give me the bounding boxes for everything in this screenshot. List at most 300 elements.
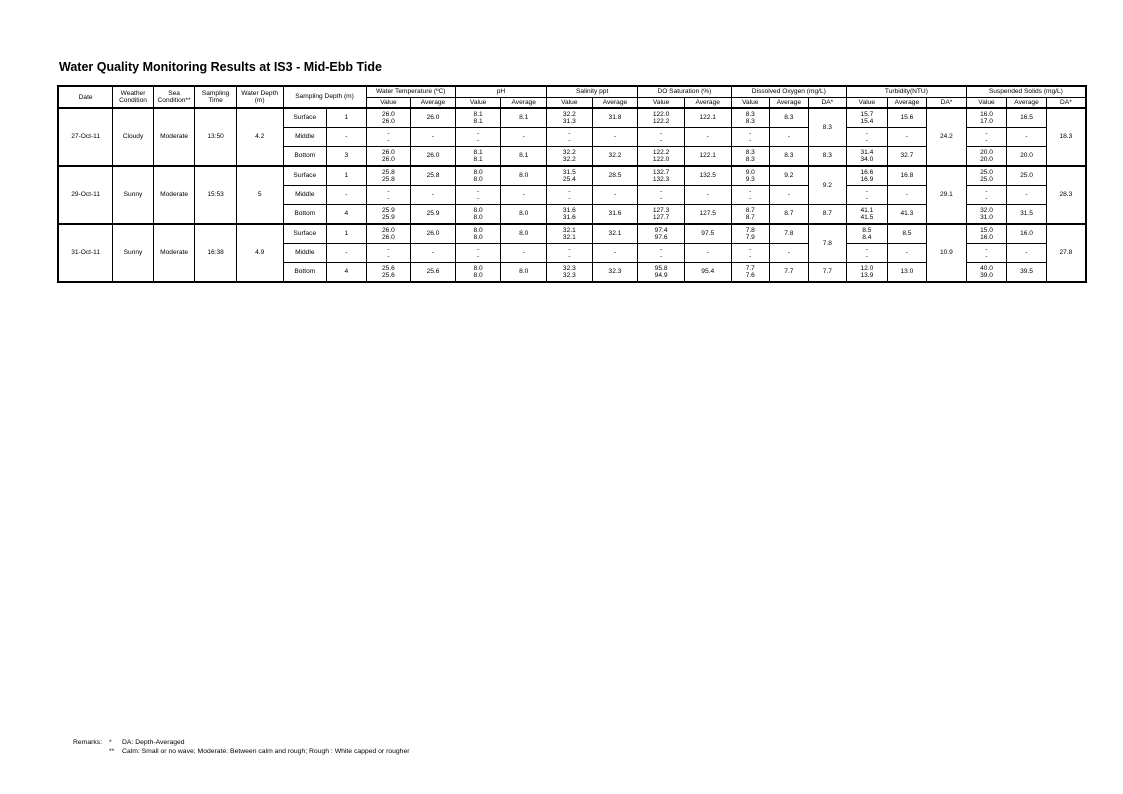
ss-value-cell-line: - xyxy=(985,245,988,253)
ss-average-cell: 31.5 xyxy=(1007,205,1047,225)
ss-da-cell: 27.8 xyxy=(1046,224,1086,282)
do-value-cell-line: 7.8 xyxy=(745,226,755,234)
turbidity-value-cell-line: 41.1 xyxy=(860,206,874,214)
ph-average-cell: 8.0 xyxy=(501,224,547,244)
turbidity-average-cell: 41.3 xyxy=(887,205,927,225)
temp-value-cell-line: 25.9 xyxy=(382,206,395,214)
do-bottom-da-cell: 7.7 xyxy=(808,263,847,283)
do-average-cell: - xyxy=(770,244,809,263)
ph-value-cell xyxy=(455,128,501,147)
do-sat-average-cell: 97.5 xyxy=(684,224,731,244)
sampling-time-cell: 15:53 xyxy=(195,166,237,224)
do-average-cell: 8.3 xyxy=(770,108,809,128)
do-value-cell xyxy=(731,147,770,167)
level-depth-cell: - xyxy=(327,128,367,147)
date-cell: 29-Oct-11 xyxy=(58,166,113,224)
do-sat-value-cell xyxy=(638,224,685,244)
temp-value-cell-line: 25.9 xyxy=(382,214,395,221)
turbidity-value-cell-line: 15.7 xyxy=(860,110,874,118)
do-sat-value-cell-line: 127.7 xyxy=(652,214,670,221)
remark-line-2 xyxy=(73,747,410,756)
temp-average-cell: 26.0 xyxy=(411,224,456,244)
level-depth-cell: - xyxy=(327,186,367,205)
ph-average-cell: - xyxy=(501,186,547,205)
ss-average-cell: - xyxy=(1007,244,1047,263)
temp-value-cell xyxy=(366,108,411,128)
salinity-value-cell-line: 31.6 xyxy=(562,206,576,214)
do-average-cell: - xyxy=(770,128,809,147)
salinity-average-cell: 31.8 xyxy=(592,108,638,128)
turbidity-value-cell-line: - xyxy=(865,253,868,260)
ph-average-cell: 8.0 xyxy=(501,205,547,225)
ph-value-cell-line: - xyxy=(477,245,480,253)
do-value-cell-line: 8.3 xyxy=(745,118,755,125)
do-value-cell-line: 7.6 xyxy=(745,272,755,279)
remark-text: DA: Depth-Averaged xyxy=(122,739,185,746)
do-sat-value-cell-line: - xyxy=(659,137,663,144)
col-weather: Weather Condition xyxy=(113,86,154,108)
do-sat-average-cell: 122.1 xyxy=(684,147,731,167)
ss-value-cell xyxy=(966,128,1007,147)
ph-average-cell: 8.0 xyxy=(501,263,547,283)
do-sat-average-cell: - xyxy=(684,244,731,263)
table-body xyxy=(58,108,1086,282)
ss-value-cell-line: 31.0 xyxy=(980,214,993,221)
do-value-cell-line: - xyxy=(749,129,752,137)
ph-value-cell xyxy=(455,166,501,186)
salinity-average-cell: 31.6 xyxy=(592,205,638,225)
temp-value-cell-line: - xyxy=(387,253,390,260)
ss-value-cell-line: 25.0 xyxy=(980,168,993,176)
salinity-value-cell-line: - xyxy=(568,253,571,260)
do-value-cell xyxy=(731,224,770,244)
ph-value-cell-line: 8.0 xyxy=(473,234,483,241)
group-do: Dissolved Oxygen (mg/L) xyxy=(731,86,847,97)
water-quality-table xyxy=(57,85,1087,283)
ss-average-cell: 16.0 xyxy=(1007,224,1047,244)
salinity-value-cell xyxy=(547,128,593,147)
ph-value-cell-line: 8.0 xyxy=(473,226,483,234)
turbidity-value-cell-line: 13.9 xyxy=(860,272,874,279)
salinity-value-cell-line: 32.3 xyxy=(562,272,576,279)
turbidity-value-cell-line: 16.9 xyxy=(860,176,874,183)
do-sat-average-cell: - xyxy=(684,186,731,205)
ss-value-cell xyxy=(966,108,1007,128)
remark-line-1 xyxy=(73,738,410,747)
turbidity-value-cell-line: 34.0 xyxy=(860,156,874,163)
temp-value-cell-line: 26.0 xyxy=(382,234,395,241)
ss-value-cell xyxy=(966,205,1007,225)
do-sat-value-cell xyxy=(638,108,685,128)
ss-average-cell: 39.5 xyxy=(1007,263,1047,283)
do-sat-value-cell xyxy=(638,244,685,263)
temp-value-cell xyxy=(366,263,411,283)
do-bottom-da-cell: 8.3 xyxy=(808,147,847,167)
salinity-value-cell-line: - xyxy=(568,195,571,202)
temp-value-cell-line: 26.0 xyxy=(382,156,395,163)
salinity-value-cell-line: - xyxy=(568,245,571,253)
turbidity-value-cell-line: - xyxy=(865,245,868,253)
salinity-value-cell-line: 32.2 xyxy=(562,156,576,163)
turbidity-value-cell-line: 41.5 xyxy=(860,214,874,221)
temp-average-cell: - xyxy=(411,186,456,205)
do-value-cell-line: 8.7 xyxy=(745,206,755,214)
level-depth-cell: - xyxy=(327,244,367,263)
ph-average-cell: - xyxy=(501,244,547,263)
turbidity-average-cell: 13.0 xyxy=(887,263,927,283)
salinity-value-cell-line: - xyxy=(568,187,571,195)
do-sat-value-cell xyxy=(638,263,685,283)
do-average-cell: 7.7 xyxy=(770,263,809,283)
table-row xyxy=(58,166,1086,186)
temp-value-cell xyxy=(366,166,411,186)
sea-condition-cell: Moderate xyxy=(153,108,195,166)
sub-average: Average xyxy=(684,97,731,108)
temp-value-cell xyxy=(366,128,411,147)
temp-value-cell-line: 25.8 xyxy=(382,168,395,176)
level-name-cell: Surface xyxy=(283,166,327,186)
salinity-value-cell-line: 32.3 xyxy=(562,264,576,272)
ph-value-cell xyxy=(455,147,501,167)
turbidity-average-cell: - xyxy=(887,244,927,263)
do-sat-average-cell: 132.5 xyxy=(684,166,731,186)
ss-value-cell xyxy=(966,186,1007,205)
salinity-value-cell-line: 25.4 xyxy=(562,176,576,183)
weather-cell: Cloudy xyxy=(113,108,154,166)
weather-cell: Sunny xyxy=(113,166,154,224)
group-do-sat: DO Saturation (%) xyxy=(638,86,731,97)
ph-value-cell xyxy=(455,108,501,128)
ph-value-cell-line: - xyxy=(477,129,480,137)
salinity-value-cell-line: 32.2 xyxy=(562,110,576,118)
temp-average-cell: - xyxy=(411,244,456,263)
turbidity-value-cell-line: - xyxy=(865,187,868,195)
ss-average-cell: - xyxy=(1007,128,1047,147)
level-name-cell: Middle xyxy=(283,244,327,263)
do-da-cell: 8.3 xyxy=(808,108,847,147)
salinity-value-cell xyxy=(547,244,593,263)
temp-value-cell-line: - xyxy=(387,137,390,144)
do-value-cell-line: 8.3 xyxy=(745,110,755,118)
ss-value-cell xyxy=(966,263,1007,283)
turbidity-da-cell: 29.1 xyxy=(927,166,967,224)
do-sat-value-cell xyxy=(638,186,685,205)
ph-average-cell: - xyxy=(501,128,547,147)
level-depth-cell: 1 xyxy=(327,108,367,128)
ss-value-cell xyxy=(966,244,1007,263)
level-depth-cell: 1 xyxy=(327,224,367,244)
col-depth: Water Depth (m) xyxy=(236,86,283,108)
sampling-time-cell: 16:38 xyxy=(195,224,237,282)
do-value-cell-line: - xyxy=(749,187,752,195)
temp-average-cell: - xyxy=(411,128,456,147)
do-sat-value-cell xyxy=(638,128,685,147)
table-row xyxy=(58,108,1086,128)
sub-average: Average xyxy=(501,97,547,108)
page-title: Water Quality Monitoring Results at IS3 - Mid-Ebb Tide xyxy=(59,60,382,74)
ss-value-cell-line: 20.0 xyxy=(980,156,993,163)
do-average-cell: 7.8 xyxy=(770,224,809,244)
turbidity-value-cell-line: - xyxy=(865,137,868,144)
do-sat-value-cell-line: 122.0 xyxy=(652,110,670,118)
do-sat-value-cell xyxy=(638,147,685,167)
temp-value-cell xyxy=(366,147,411,167)
do-value-cell-line: 7.7 xyxy=(745,264,755,272)
sub-value: Value xyxy=(547,97,593,108)
temp-value-cell-line: 25.8 xyxy=(382,176,395,183)
table-row xyxy=(58,224,1086,244)
turbidity-value-cell xyxy=(847,224,888,244)
sub-da: DA* xyxy=(808,97,847,108)
ss-value-cell-line: - xyxy=(985,253,988,260)
date-cell: 31-Oct-11 xyxy=(58,224,113,282)
do-sat-value-cell xyxy=(638,166,685,186)
ph-value-cell-line: 8.0 xyxy=(473,168,483,176)
sub-value: Value xyxy=(455,97,501,108)
do-sat-average-cell: - xyxy=(684,128,731,147)
turbidity-value-cell-line: 31.4 xyxy=(860,148,874,156)
do-sat-value-cell-line: 97.4 xyxy=(654,226,668,234)
salinity-average-cell: 28.5 xyxy=(592,166,638,186)
temp-average-cell: 25.9 xyxy=(411,205,456,225)
do-sat-value-cell-line: 132.3 xyxy=(652,176,670,183)
do-value-cell-line: - xyxy=(749,195,752,202)
do-value-cell-line: - xyxy=(749,253,752,260)
do-value-cell-line: 9.3 xyxy=(745,176,755,183)
turbidity-value-cell xyxy=(847,166,888,186)
do-sat-average-cell: 127.5 xyxy=(684,205,731,225)
do-value-cell xyxy=(731,128,770,147)
do-sat-value-cell-line: - xyxy=(659,129,663,137)
level-depth-cell: 3 xyxy=(327,147,367,167)
turbidity-value-cell-line: 12.0 xyxy=(860,264,874,272)
do-average-cell: - xyxy=(770,186,809,205)
turbidity-value-cell-line: - xyxy=(865,195,868,202)
ss-value-cell-line: 32.0 xyxy=(980,206,993,214)
temp-value-cell-line: 25.6 xyxy=(382,272,395,279)
turbidity-value-cell xyxy=(847,108,888,128)
level-name-cell: Bottom xyxy=(283,147,327,167)
water-depth-cell: 5 xyxy=(236,166,283,224)
do-average-cell: 9.2 xyxy=(770,166,809,186)
turbidity-average-cell: 16.8 xyxy=(887,166,927,186)
ph-value-cell-line: 8.0 xyxy=(473,206,483,214)
level-name-cell: Surface xyxy=(283,224,327,244)
ph-value-cell-line: 8.1 xyxy=(473,118,483,125)
ph-value-cell xyxy=(455,186,501,205)
salinity-value-cell-line: 32.1 xyxy=(562,234,576,241)
turbidity-value-cell-line: 16.6 xyxy=(860,168,874,176)
ss-value-cell-line: 15.0 xyxy=(980,226,993,234)
sub-value: Value xyxy=(847,97,888,108)
do-value-cell-line: 8.3 xyxy=(745,148,755,156)
sub-average: Average xyxy=(1007,97,1047,108)
ss-value-cell-line: - xyxy=(985,137,988,144)
do-value-cell xyxy=(731,244,770,263)
col-sea: Sea Condition** xyxy=(153,86,195,108)
do-sat-value-cell-line: 95.8 xyxy=(654,264,668,272)
sub-value: Value xyxy=(731,97,770,108)
sub-da: DA* xyxy=(927,97,967,108)
level-depth-cell: 4 xyxy=(327,263,367,283)
turbidity-value-cell xyxy=(847,205,888,225)
do-value-cell-line: 8.3 xyxy=(745,156,755,163)
do-sat-value-cell-line: 122.2 xyxy=(652,118,670,125)
ph-value-cell-line: 8.0 xyxy=(473,272,483,279)
turbidity-da-cell: 10.9 xyxy=(927,224,967,282)
remark-mark: * xyxy=(109,739,112,746)
date-cell: 27-Oct-11 xyxy=(58,108,113,166)
salinity-average-cell: - xyxy=(592,128,638,147)
temp-value-cell-line: - xyxy=(387,187,390,195)
salinity-value-cell xyxy=(547,224,593,244)
temp-value-cell-line: 25.6 xyxy=(382,264,395,272)
salinity-average-cell: 32.3 xyxy=(592,263,638,283)
do-sat-value-cell-line: - xyxy=(659,195,663,202)
weather-cell: Sunny xyxy=(113,224,154,282)
salinity-average-cell: 32.1 xyxy=(592,224,638,244)
group-ph: pH xyxy=(455,86,546,97)
group-ss: Suspended Solids (mg/L) xyxy=(966,86,1086,97)
group-temp: Water Temperature (ºC) xyxy=(366,86,455,97)
turbidity-average-cell: 15.6 xyxy=(887,108,927,128)
temp-value-cell-line: 26.0 xyxy=(382,110,395,118)
ph-value-cell xyxy=(455,263,501,283)
do-bottom-da-cell: 8.7 xyxy=(808,205,847,225)
salinity-value-cell xyxy=(547,166,593,186)
sub-da: DA* xyxy=(1046,97,1086,108)
do-da-cell: 9.2 xyxy=(808,166,847,205)
turbidity-value-cell xyxy=(847,128,888,147)
ph-value-cell-line: - xyxy=(477,195,480,202)
ph-value-cell-line: 8.0 xyxy=(473,176,483,183)
ss-value-cell-line: - xyxy=(985,129,988,137)
ss-value-cell xyxy=(966,166,1007,186)
group-turbidity: Turbidity(NTU) xyxy=(847,86,967,97)
salinity-value-cell-line: 32.2 xyxy=(562,148,576,156)
do-value-cell xyxy=(731,108,770,128)
col-sampling-depth: Sampling Depth (m) xyxy=(283,86,366,108)
sea-condition-cell: Moderate xyxy=(153,224,195,282)
do-value-cell-line: 9.0 xyxy=(745,168,755,176)
ph-average-cell: 8.1 xyxy=(501,147,547,167)
ph-value-cell xyxy=(455,224,501,244)
turbidity-average-cell: - xyxy=(887,186,927,205)
salinity-value-cell xyxy=(547,205,593,225)
ss-value-cell-line: 17.0 xyxy=(980,118,993,125)
sub-average: Average xyxy=(411,97,456,108)
level-depth-cell: 4 xyxy=(327,205,367,225)
temp-value-cell xyxy=(366,244,411,263)
turbidity-value-cell xyxy=(847,244,888,263)
temp-average-cell: 26.0 xyxy=(411,108,456,128)
sub-average: Average xyxy=(592,97,638,108)
level-name-cell: Surface xyxy=(283,108,327,128)
ss-value-cell-line: 39.0 xyxy=(980,272,993,279)
sub-value: Value xyxy=(966,97,1007,108)
do-value-cell xyxy=(731,205,770,225)
level-name-cell: Middle xyxy=(283,186,327,205)
do-value-cell-line: - xyxy=(749,137,752,144)
temp-value-cell xyxy=(366,205,411,225)
do-sat-value-cell-line: 132.7 xyxy=(652,168,670,176)
turbidity-da-cell: 24.2 xyxy=(927,108,967,166)
col-time: Sampling Time xyxy=(195,86,237,108)
ph-value-cell xyxy=(455,205,501,225)
ph-value-cell-line: - xyxy=(477,253,480,260)
level-name-cell: Middle xyxy=(283,128,327,147)
do-average-cell: 8.7 xyxy=(770,205,809,225)
do-sat-value-cell-line: 122.0 xyxy=(652,156,670,163)
temp-value-cell-line: 26.0 xyxy=(382,226,395,234)
do-value-cell-line: 7.9 xyxy=(745,234,755,241)
level-depth-cell: 1 xyxy=(327,166,367,186)
level-name-cell: Bottom xyxy=(283,263,327,283)
ss-value-cell-line: 40.0 xyxy=(980,264,993,272)
sub-average: Average xyxy=(770,97,809,108)
turbidity-value-cell-line: 8.5 xyxy=(862,226,872,234)
turbidity-average-cell: 8.5 xyxy=(887,224,927,244)
ph-value-cell-line: 8.0 xyxy=(473,264,483,272)
turbidity-value-cell xyxy=(847,186,888,205)
salinity-value-cell xyxy=(547,108,593,128)
turbidity-value-cell xyxy=(847,147,888,167)
ss-da-cell: 18.3 xyxy=(1046,108,1086,166)
do-sat-value-cell-line: - xyxy=(659,253,663,260)
ph-value-cell-line: 8.1 xyxy=(473,148,483,156)
ss-value-cell xyxy=(966,224,1007,244)
group-salinity: Salinity ppt xyxy=(547,86,638,97)
level-name-cell: Bottom xyxy=(283,205,327,225)
temp-value-cell-line: 26.0 xyxy=(382,118,395,125)
ss-value-cell-line: 16.0 xyxy=(980,110,993,118)
salinity-value-cell-line: 31.5 xyxy=(562,168,576,176)
water-depth-cell: 4.9 xyxy=(236,224,283,282)
ss-average-cell: - xyxy=(1007,186,1047,205)
salinity-value-cell xyxy=(547,147,593,167)
do-sat-value-cell-line: 94.9 xyxy=(654,272,668,279)
sampling-time-cell: 13:50 xyxy=(195,108,237,166)
do-sat-average-cell: 122.1 xyxy=(684,108,731,128)
turbidity-value-cell-line: 8.4 xyxy=(862,234,872,241)
do-value-cell xyxy=(731,186,770,205)
do-sat-value-cell-line: - xyxy=(659,245,663,253)
water-depth-cell: 4.2 xyxy=(236,108,283,166)
turbidity-value-cell-line: 15.4 xyxy=(860,118,874,125)
remarks xyxy=(73,738,410,756)
do-value-cell xyxy=(731,166,770,186)
ph-average-cell: 8.0 xyxy=(501,166,547,186)
temp-value-cell-line: - xyxy=(387,129,390,137)
do-average-cell: 8.3 xyxy=(770,147,809,167)
salinity-average-cell: - xyxy=(592,244,638,263)
ss-average-cell: 25.0 xyxy=(1007,166,1047,186)
do-sat-value-cell-line: 97.6 xyxy=(654,234,668,241)
do-value-cell xyxy=(731,263,770,283)
turbidity-average-cell: - xyxy=(887,128,927,147)
ph-value-cell-line: - xyxy=(477,187,480,195)
ph-value-cell xyxy=(455,244,501,263)
salinity-value-cell xyxy=(547,186,593,205)
do-sat-average-cell: 95.4 xyxy=(684,263,731,283)
temp-value-cell xyxy=(366,224,411,244)
ss-average-cell: 16.5 xyxy=(1007,108,1047,128)
remark-text: Calm: Small or no wave; Moderate: Between calm and rough; Rough : White capped or rougher xyxy=(122,748,410,755)
ph-average-cell: 8.1 xyxy=(501,108,547,128)
salinity-value-cell xyxy=(547,263,593,283)
temp-value-cell-line: - xyxy=(387,195,390,202)
col-date: Date xyxy=(58,86,113,108)
